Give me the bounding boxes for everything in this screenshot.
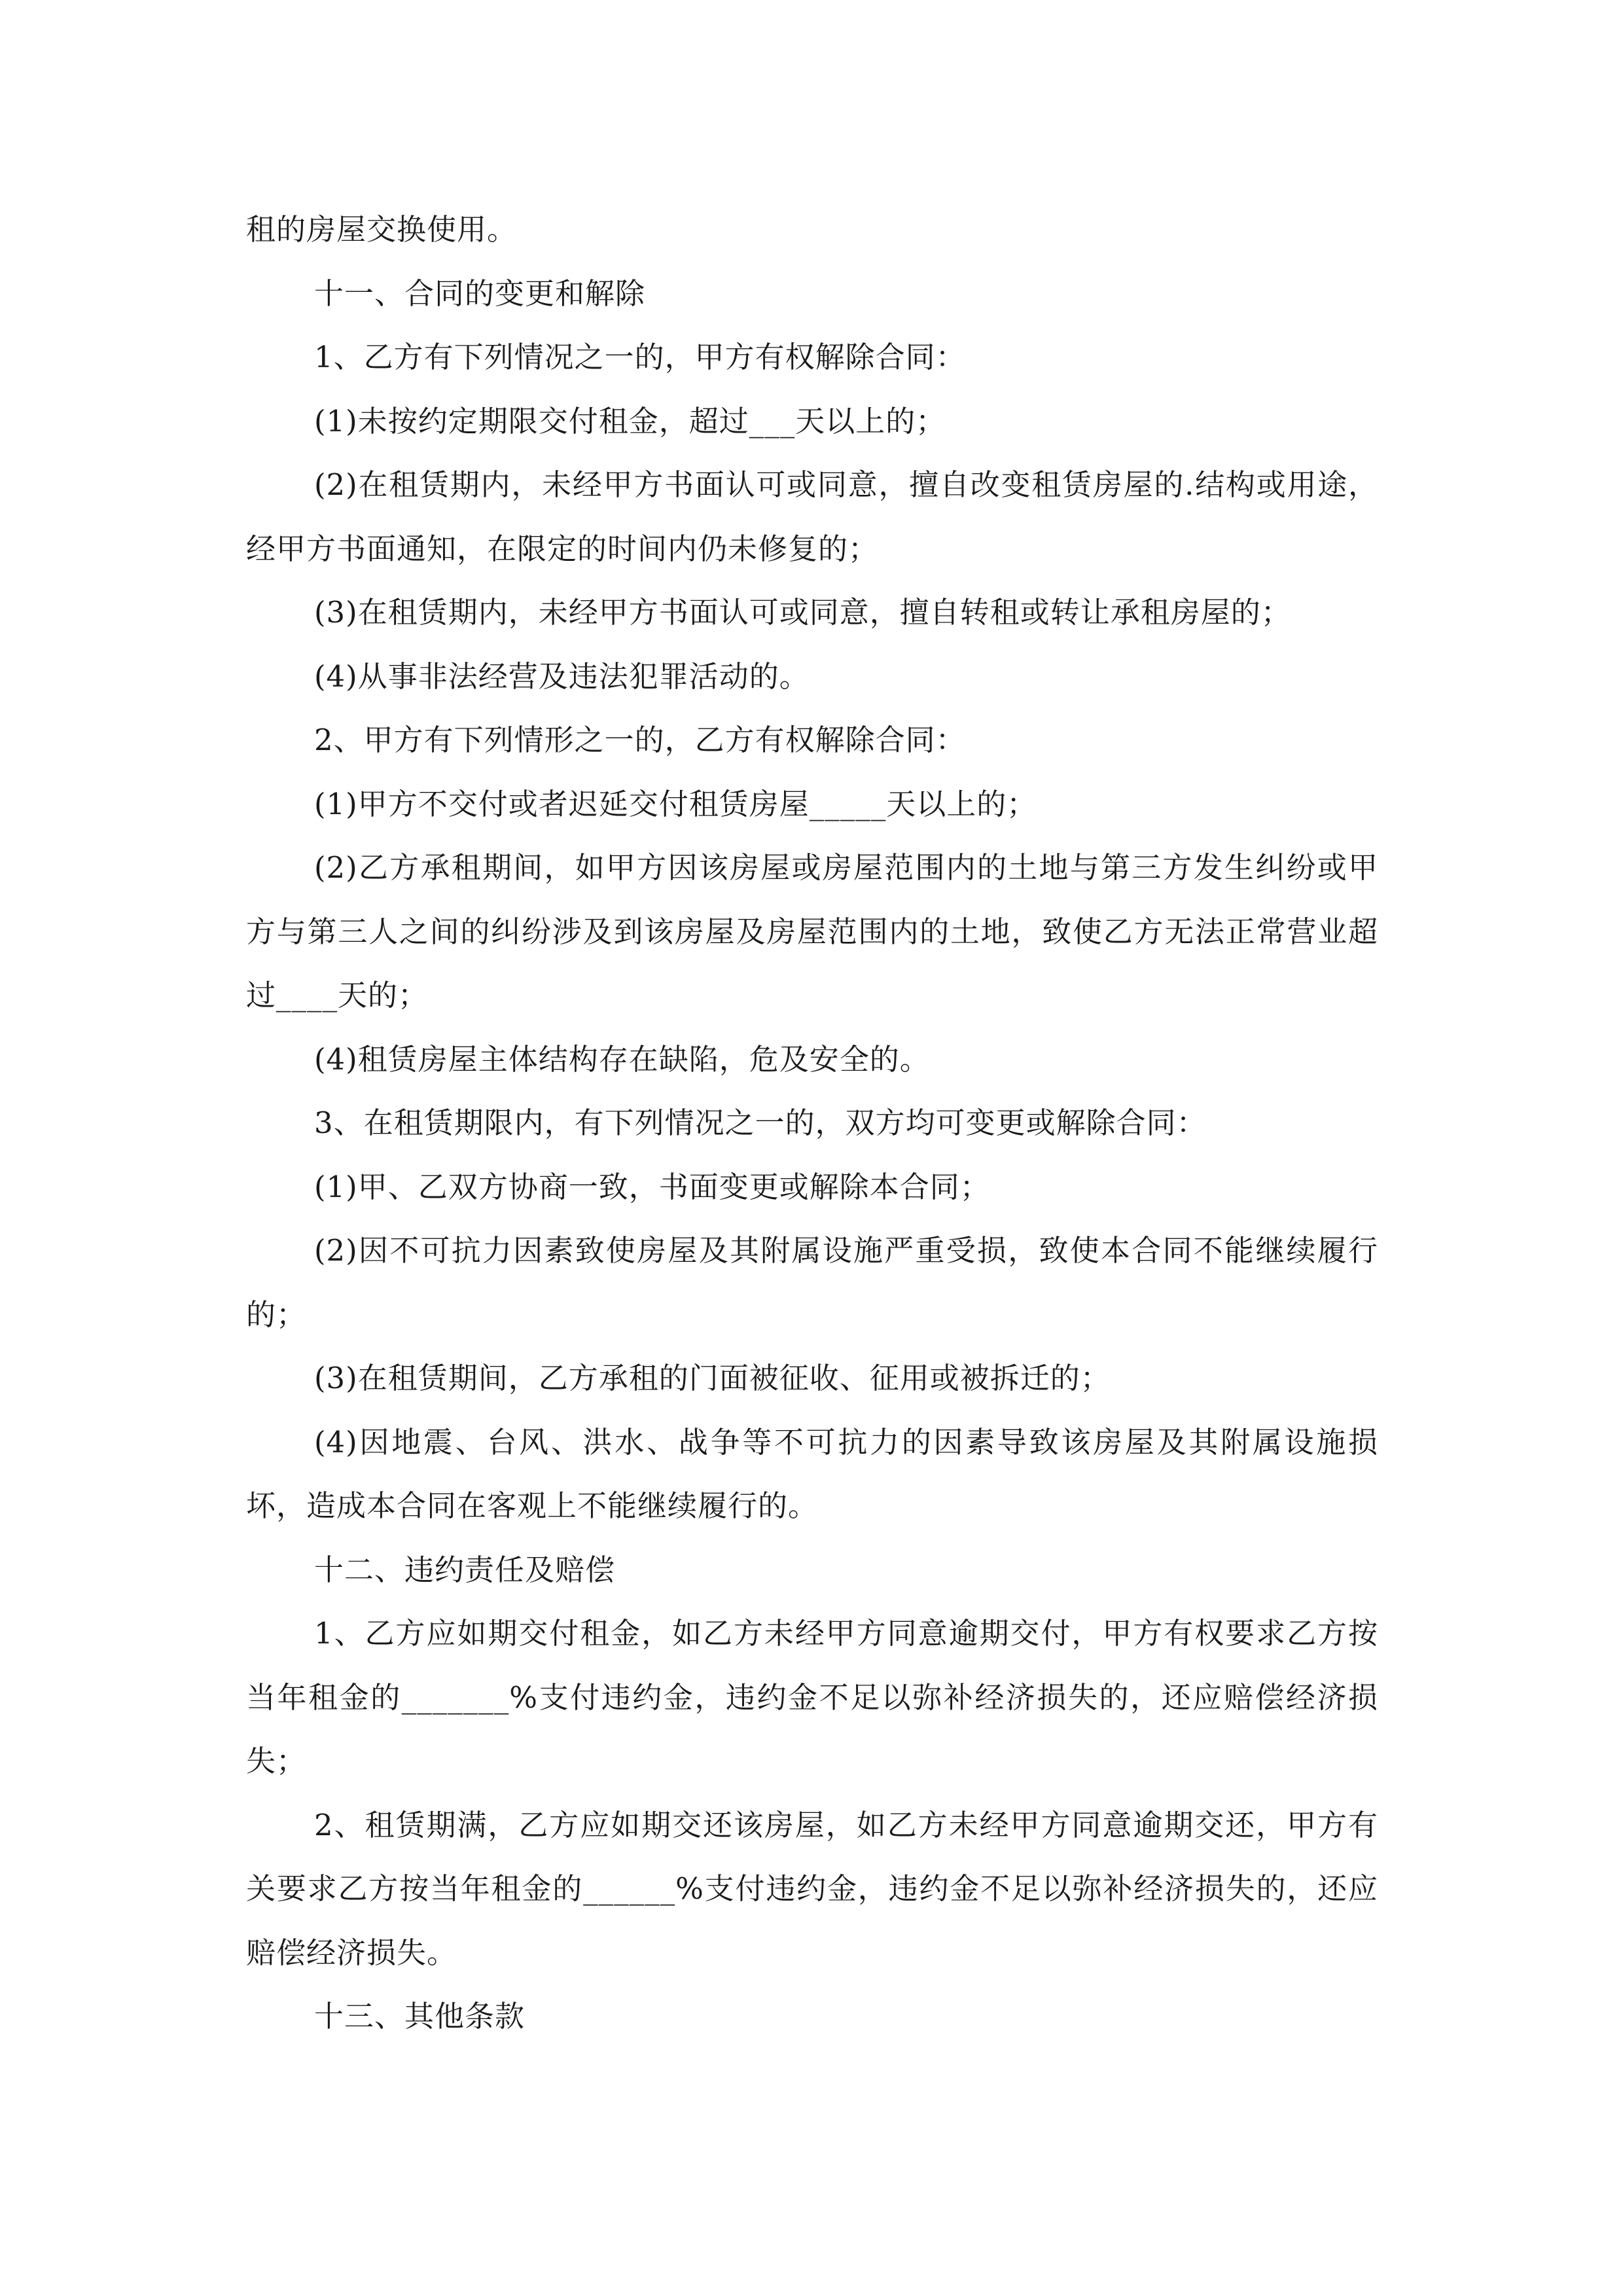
clause-11-2-item-4: (4)租赁房屋主体结构存在缺陷，危及安全的。 <box>314 1041 930 1077</box>
section-heading-12: 十二、违约责任及赔偿 <box>314 1552 616 1587</box>
clause-11-1-item-4: (4)从事非法经营及违法犯罪活动的。 <box>314 658 810 694</box>
paragraph-continuation: 租的房屋交换使用。 <box>246 212 518 247</box>
clause-11-2: 2、甲方有下列情形之一的，乙方有权解除合同： <box>314 723 966 757</box>
clause-11-2-item-1: (1)甲方不交付或者迟延交付租赁房屋_____天以上的； <box>314 786 1037 821</box>
clause-11-3-item-4: (4)因地震、台风、洪水、战争等不可抗力的因素导致该房屋及其附属设施损坏，造成本合同在客观上不能继续履行的。 <box>246 1424 1378 1523</box>
clause-11-1-item-3: (3)在租赁期内，未经甲方书面认可或同意，擅自转租或转让承租房屋的； <box>314 595 1291 630</box>
clause-11-3: 3、在租赁期限内，有下列情况之一的，双方均可变更或解除合同： <box>314 1105 1207 1140</box>
clause-11-1-item-2: (2)在租赁期内，未经甲方书面认可或同意，擅自改变租赁房屋的.结构或用途，经甲方书面通知，在限定的时间内仍未修复的； <box>246 467 1378 566</box>
section-heading-13: 十三、其他条款 <box>314 1999 526 2034</box>
clause-11-2-item-2: (2)乙方承租期间，如甲方因该房屋或房屋范围内的土地与第三方发生纠纷或甲方与第三人之间的纠纷涉及到该房屋及房屋范围内的土地，致使乙方无法正常营业超过____天的； <box>246 850 1378 1013</box>
clause-11-1: 1、乙方有下列情况之一的，甲方有权解除合同： <box>314 340 966 374</box>
clause-11-1-item-1: (1)未按约定期限交付租金，超过___天以上的； <box>314 403 946 439</box>
clause-11-3-item-1: (1)甲、乙双方协商一致，书面变更或解除本合同； <box>314 1169 990 1204</box>
section-heading-11: 十一、合同的变更和解除 <box>314 276 646 311</box>
clause-11-3-item-2: (2)因不可抗力因素致使房屋及其附属设施严重受损，致使本合同不能继续履行的； <box>246 1233 1378 1332</box>
clause-12-2: 2、租赁期满，乙方应如期交还该房屋，如乙方未经甲方同意逾期交还，甲方有关要求乙方按当年租金的______%支付违约金，违约金不足以弥补经济损失的，还应赔偿经济损失。 <box>246 1807 1378 1970</box>
document-body <box>246 198 1378 2049</box>
clause-12-1: 1、乙方应如期交付租金，如乙方未经甲方同意逾期交付，甲方有权要求乙方按当年租金的_______%支付违约金，违约金不足以弥补经济损失的，还应赔偿经济损失； <box>246 1616 1378 1778</box>
clause-11-3-item-3: (3)在租赁期间，乙方承租的门面被征收、征用或被拆迁的； <box>314 1361 1111 1395</box>
